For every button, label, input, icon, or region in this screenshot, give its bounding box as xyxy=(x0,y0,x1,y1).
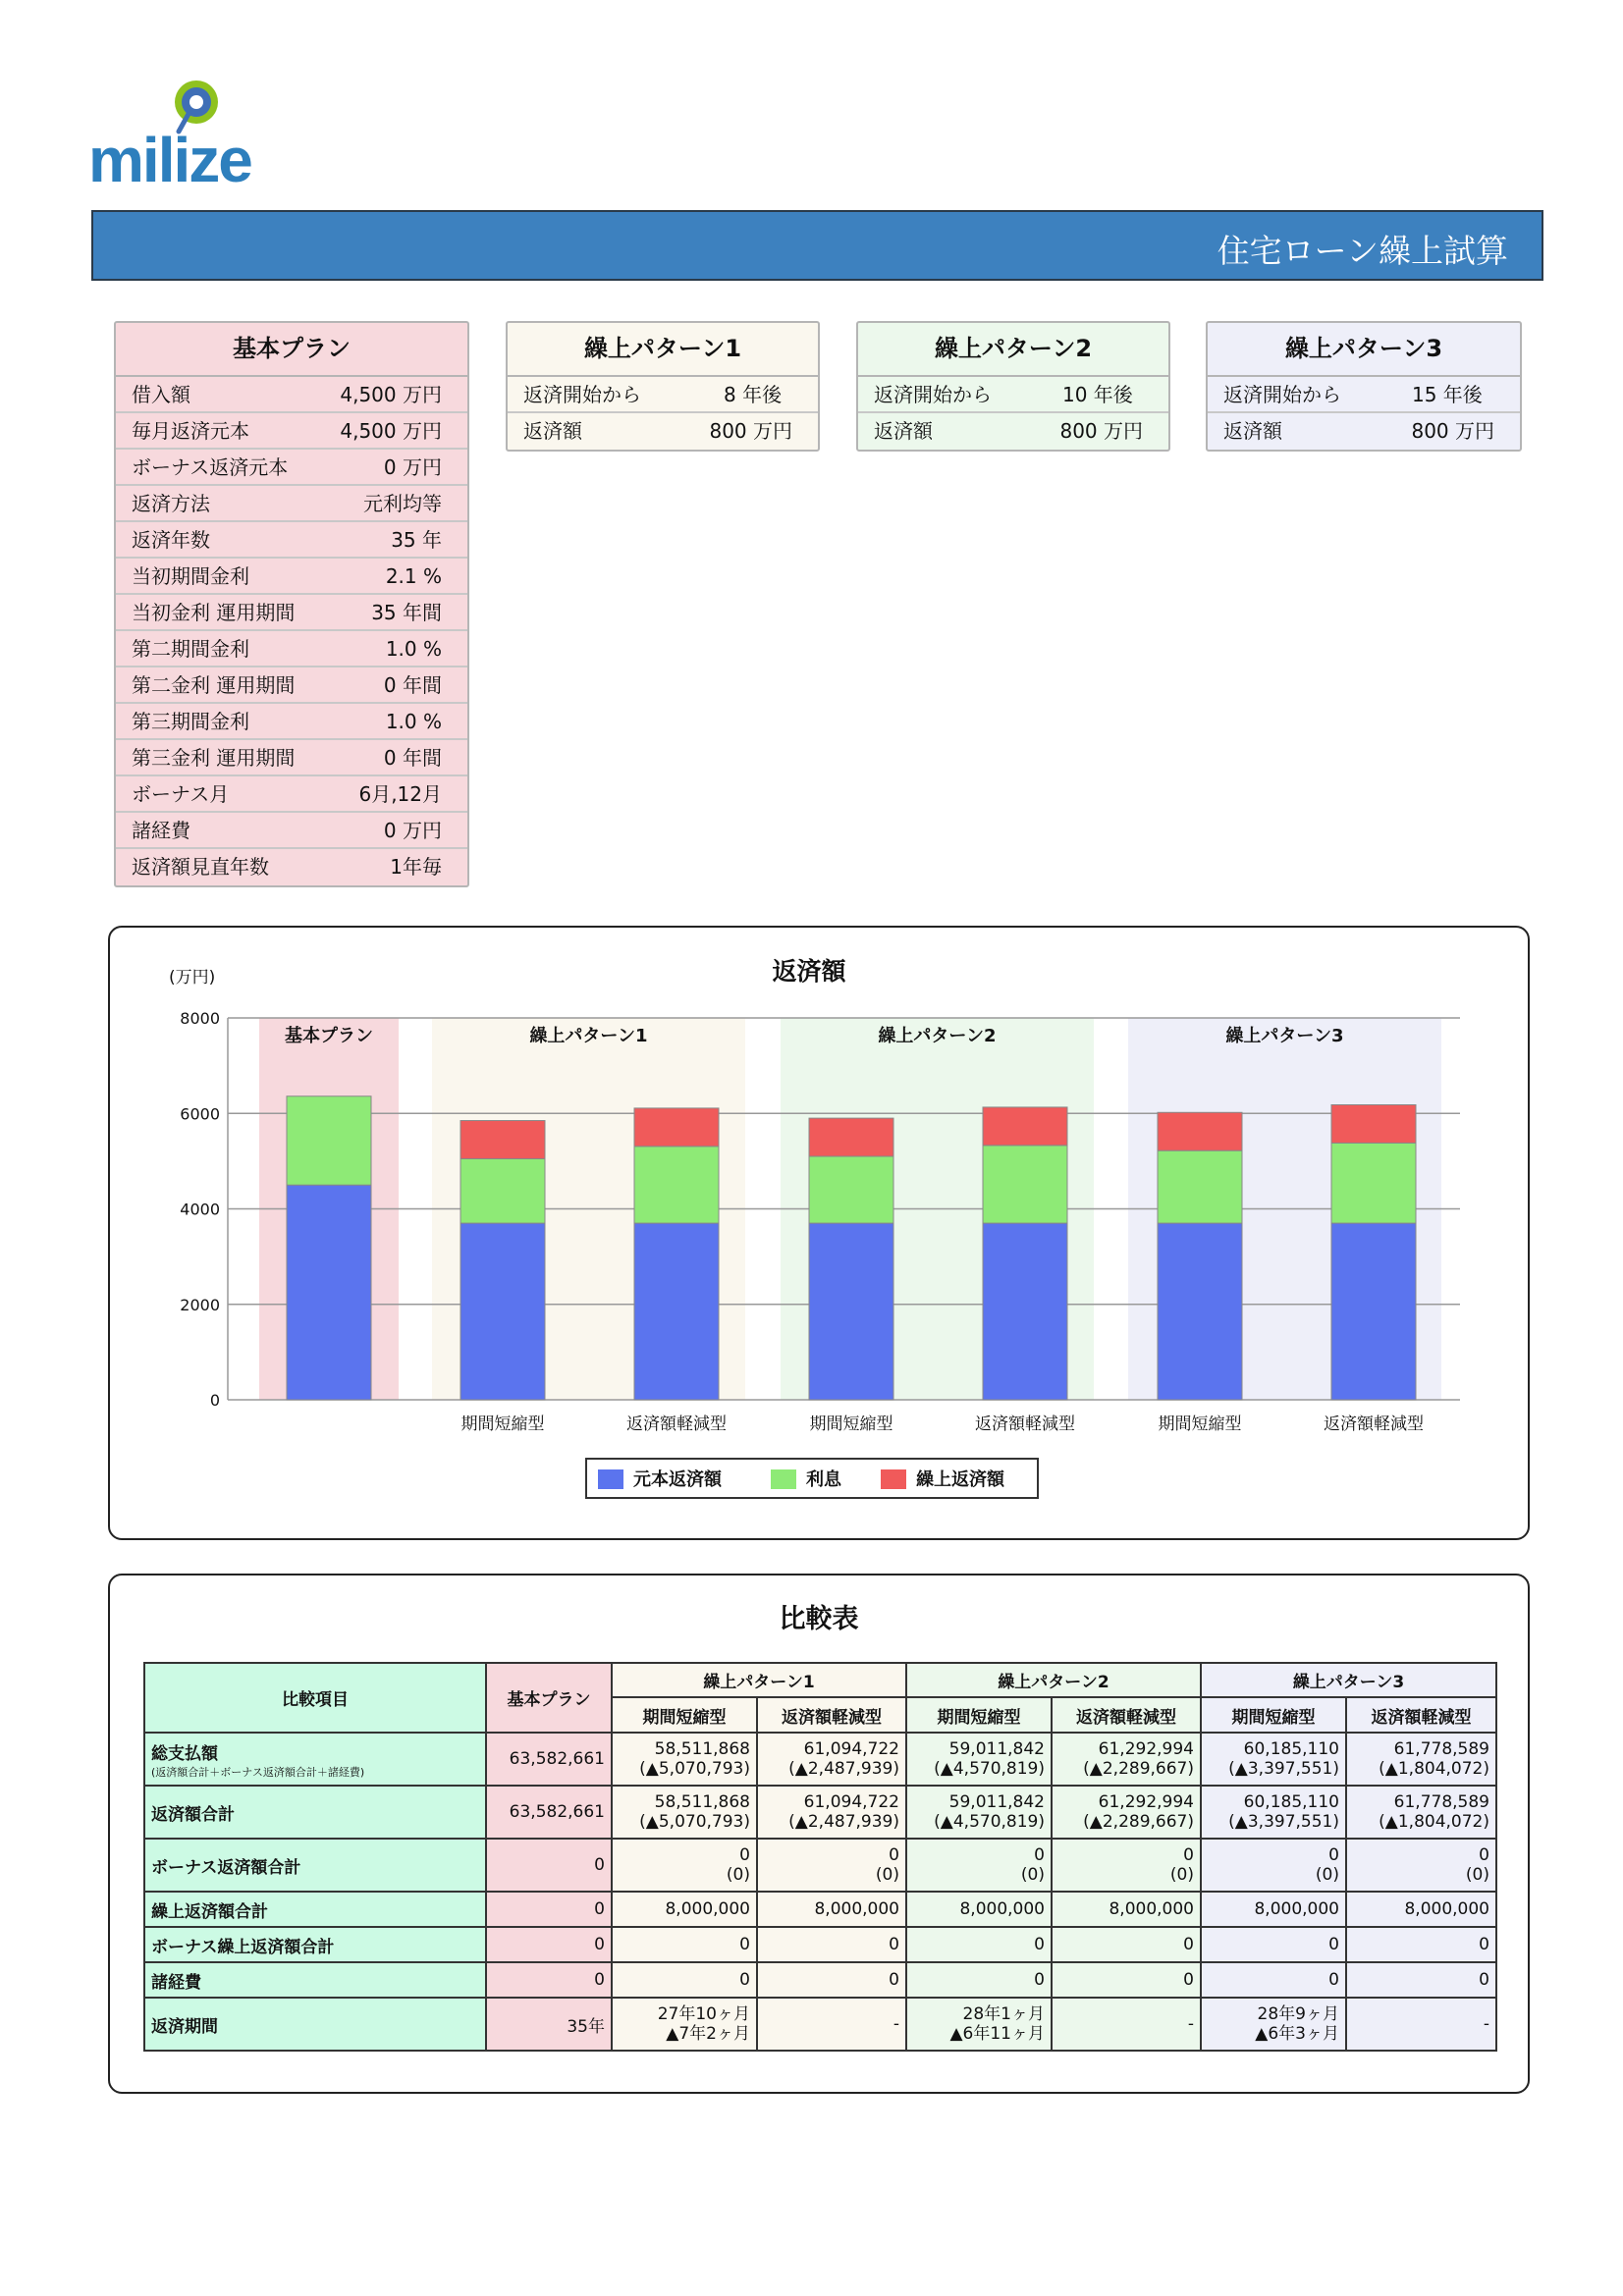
value-cell xyxy=(1201,1892,1346,1927)
bar-segment xyxy=(1331,1143,1416,1223)
row-label: 返済額 xyxy=(1223,419,1282,443)
pattern2-row-start xyxy=(858,377,1168,413)
cell-main: 60,185,110 xyxy=(1243,1739,1339,1759)
cell-sub: (▲1,804,072) xyxy=(1379,1759,1489,1779)
cell-main: 0 xyxy=(1479,1970,1489,1990)
value-cell xyxy=(612,1998,757,2051)
repayment-chart xyxy=(110,928,1528,1538)
row-label: 第二金利 運用期間 xyxy=(132,673,296,697)
cell-main: 61,094,722 xyxy=(803,1792,899,1812)
value-cell xyxy=(757,1998,906,2051)
cell-sub: (▲2,289,667) xyxy=(1083,1759,1194,1779)
y-tick-label: 8000 xyxy=(180,1009,220,1028)
row-label-text: ボーナス繰上返済額合計 xyxy=(151,1937,335,1957)
cell-main: 58,511,868 xyxy=(654,1792,750,1812)
value-cell xyxy=(1201,1962,1346,1998)
value-cell xyxy=(1201,1839,1346,1892)
basic-plan-row xyxy=(116,776,467,813)
row-value: 6月,12月 xyxy=(358,782,442,806)
value-cell xyxy=(1052,1733,1201,1786)
row-value: 35 年 xyxy=(391,528,442,552)
bar-segment xyxy=(634,1223,719,1400)
cell-main: 8,000,000 xyxy=(665,1899,750,1919)
legend-label: 元本返済額 xyxy=(633,1469,722,1490)
basic-plan-row xyxy=(116,740,467,776)
group-label: 繰上パターン3 xyxy=(1225,1026,1344,1046)
row-label-text: 諸経費 xyxy=(151,1972,201,1993)
cell-main: 0 xyxy=(1183,1935,1194,1954)
basic-plan-row xyxy=(116,813,467,849)
value-cell xyxy=(612,1962,757,1998)
table-row xyxy=(144,1786,1496,1839)
row-value: 1.0 % xyxy=(385,637,442,661)
row-label-text: 返済額合計 xyxy=(151,1804,235,1825)
cell-main: 0 xyxy=(739,1935,750,1954)
row-label: 当初期間金利 xyxy=(132,564,249,588)
y-tick-label: 4000 xyxy=(180,1200,220,1219)
row-value: 800 万円 xyxy=(709,419,792,443)
row-label xyxy=(144,1839,486,1892)
table-row xyxy=(144,1962,1496,1998)
group-label: 繰上パターン2 xyxy=(878,1026,997,1046)
cell-main: 0 xyxy=(1034,1970,1045,1990)
cell-main: 0 xyxy=(1328,1970,1339,1990)
row-value: 元利均等 xyxy=(363,492,442,515)
header-pattern3: 繰上パターン3 xyxy=(1201,1663,1496,1697)
x-tick-label: 期間短縮型 xyxy=(460,1415,545,1434)
row-label: 諸経費 xyxy=(132,819,190,842)
value-cell xyxy=(612,1927,757,1962)
basic-cell: 35年 xyxy=(486,1998,612,2051)
cell-main: 60,185,110 xyxy=(1243,1792,1339,1812)
cell-main: 0 xyxy=(1034,1845,1045,1865)
header-short: 期間短縮型 xyxy=(1201,1697,1346,1733)
row-label: 返済額 xyxy=(523,419,582,443)
cell-sub: ▲6年11ヶ月 xyxy=(949,2024,1045,2044)
value-cell xyxy=(906,1927,1052,1962)
value-cell xyxy=(757,1892,906,1927)
chart-title: 返済額 xyxy=(772,957,846,986)
cell-sub: (0) xyxy=(1315,1865,1339,1885)
value-cell xyxy=(1052,1839,1201,1892)
value-cell xyxy=(1201,1998,1346,2051)
row-label xyxy=(144,1962,486,1998)
basic-cell: 63,582,661 xyxy=(486,1733,612,1786)
cell-main: 8,000,000 xyxy=(1254,1899,1339,1919)
row-value: 4,500 万円 xyxy=(340,419,442,443)
row-note: (返済額合計＋ボーナス返済額合計＋諸経費) xyxy=(151,1765,365,1779)
header-basic: 基本プラン xyxy=(486,1663,612,1733)
cell-sub: (0) xyxy=(1169,1865,1194,1885)
cell-sub: (▲5,070,793) xyxy=(639,1812,750,1832)
bar-segment xyxy=(809,1223,893,1400)
table-row xyxy=(144,1839,1496,1892)
pattern1-row-amount xyxy=(508,413,818,450)
basic-plan-panel xyxy=(114,321,469,887)
cell-sub: (▲1,804,072) xyxy=(1379,1812,1489,1832)
bar-segment xyxy=(460,1158,545,1223)
row-label: 返済方法 xyxy=(132,492,210,515)
row-value: 15 年後 xyxy=(1412,383,1483,406)
value-cell xyxy=(612,1839,757,1892)
value-cell xyxy=(757,1962,906,1998)
basic-plan-row xyxy=(116,559,467,595)
value-cell xyxy=(1052,1962,1201,1998)
value-cell xyxy=(1052,1998,1201,2051)
value-cell xyxy=(1052,1927,1201,1962)
x-tick-label: 返済額軽減型 xyxy=(975,1415,1075,1434)
header-reduce: 返済額軽減型 xyxy=(1346,1697,1496,1733)
header-short: 期間短縮型 xyxy=(906,1697,1052,1733)
row-value: 800 万円 xyxy=(1059,419,1143,443)
row-value: 0 万円 xyxy=(383,819,442,842)
value-cell xyxy=(612,1892,757,1927)
basic-plan-row xyxy=(116,377,467,413)
cell-sub: (▲5,070,793) xyxy=(639,1759,750,1779)
cell-main: 8,000,000 xyxy=(1404,1899,1489,1919)
cell-sub: (▲2,487,939) xyxy=(788,1812,899,1832)
cell-main: 58,511,868 xyxy=(654,1739,750,1759)
cell-sub: ▲7年2ヶ月 xyxy=(666,2024,750,2044)
x-tick-label: 期間短縮型 xyxy=(809,1415,893,1434)
basic-plan-row xyxy=(116,849,467,885)
value-cell xyxy=(906,1892,1052,1927)
row-label: 返済額 xyxy=(874,419,933,443)
row-label: 返済開始から xyxy=(523,383,641,406)
row-label: 返済開始から xyxy=(874,383,992,406)
value-cell xyxy=(906,1733,1052,1786)
cell-main: 61,292,994 xyxy=(1098,1792,1194,1812)
row-label-text: 総支払額 xyxy=(151,1743,218,1764)
row-value: 800 万円 xyxy=(1411,419,1494,443)
value-cell xyxy=(906,1786,1052,1839)
header-reduce: 返済額軽減型 xyxy=(757,1697,906,1733)
basic-plan-row xyxy=(116,522,467,559)
row-label xyxy=(144,1786,486,1839)
page-title: 住宅ローン繰上試算 xyxy=(1217,232,1508,270)
row-label-text: 繰上返済額合計 xyxy=(151,1901,268,1922)
pattern2-row-amount xyxy=(858,413,1168,450)
value-cell xyxy=(757,1733,906,1786)
basic-plan-row xyxy=(116,631,467,667)
value-cell xyxy=(757,1786,906,1839)
cell-main: 0 xyxy=(1328,1935,1339,1954)
pattern3-panel xyxy=(1206,321,1522,452)
bar-segment xyxy=(634,1147,719,1223)
row-label: 返済年数 xyxy=(132,528,210,552)
comparison-title: 比較表 xyxy=(779,1604,859,1634)
cell-sub: (▲3,397,551) xyxy=(1228,1759,1339,1779)
cell-main: 0 xyxy=(889,1935,899,1954)
y-tick-label: 6000 xyxy=(180,1104,220,1124)
bar-segment xyxy=(983,1107,1067,1146)
milize-logo xyxy=(88,77,304,194)
x-tick-label: 返済額軽減型 xyxy=(1324,1415,1424,1434)
cell-main: 61,778,589 xyxy=(1393,1792,1489,1812)
pattern2-panel xyxy=(856,321,1170,452)
row-label xyxy=(144,1892,486,1927)
bar-segment xyxy=(983,1223,1067,1400)
value-cell xyxy=(757,1927,906,1962)
cell-sub: ▲6年3ヶ月 xyxy=(1255,2024,1339,2044)
y-axis-label: (万円) xyxy=(169,968,216,988)
bar-segment xyxy=(460,1121,545,1159)
table-row xyxy=(144,1927,1496,1962)
value-cell xyxy=(1201,1733,1346,1786)
cell-sub: (▲4,570,819) xyxy=(934,1759,1045,1779)
bar-segment xyxy=(287,1185,371,1400)
cell-main: 0 xyxy=(739,1845,750,1865)
value-cell xyxy=(1346,1839,1496,1892)
basic-plan-row xyxy=(116,704,467,740)
bar-segment xyxy=(809,1118,893,1156)
basic-plan-title: 基本プラン xyxy=(116,323,467,377)
bar-segment xyxy=(287,1096,371,1185)
header-pattern2: 繰上パターン2 xyxy=(906,1663,1201,1697)
cell-main: - xyxy=(1187,2014,1194,2034)
bar-segment xyxy=(1158,1223,1242,1400)
row-label: 返済額見直年数 xyxy=(132,855,269,879)
pattern2-title: 繰上パターン2 xyxy=(858,323,1168,377)
legend-label: 繰上返済額 xyxy=(916,1469,1004,1490)
basic-plan-row xyxy=(116,595,467,631)
x-tick-label: 期間短縮型 xyxy=(1158,1415,1242,1434)
pattern3-title: 繰上パターン3 xyxy=(1208,323,1520,377)
bar-segment xyxy=(634,1108,719,1147)
legend-swatch xyxy=(771,1469,796,1489)
bar-segment xyxy=(1331,1104,1416,1143)
cell-sub: (▲2,487,939) xyxy=(788,1759,899,1779)
pattern3-row-start xyxy=(1208,377,1520,413)
basic-plan-row xyxy=(116,450,467,486)
cell-main: 0 xyxy=(1479,1845,1489,1865)
row-label: ボーナス月 xyxy=(132,782,230,806)
cell-main: 61,292,994 xyxy=(1098,1739,1194,1759)
row-label: 第二期間金利 xyxy=(132,637,249,661)
row-value: 0 年間 xyxy=(383,673,442,697)
basic-cell: 0 xyxy=(486,1962,612,1998)
row-value: 35 年間 xyxy=(371,601,442,624)
row-label: 毎月返済元本 xyxy=(132,419,249,443)
cell-main: 27年10ヶ月 xyxy=(657,2004,750,2024)
row-label-text: 返済期間 xyxy=(151,2016,218,2037)
value-cell xyxy=(1346,1733,1496,1786)
value-cell xyxy=(1201,1927,1346,1962)
table-row xyxy=(144,1892,1496,1927)
row-value: 2.1 % xyxy=(385,564,442,588)
header-pattern1: 繰上パターン1 xyxy=(612,1663,906,1697)
value-cell xyxy=(1052,1892,1201,1927)
bar-segment xyxy=(1158,1150,1242,1223)
basic-plan-row xyxy=(116,486,467,522)
basic-cell: 0 xyxy=(486,1927,612,1962)
repayment-chart-box xyxy=(108,926,1530,1540)
basic-cell: 0 xyxy=(486,1839,612,1892)
row-label: 当初金利 運用期間 xyxy=(132,601,296,624)
pattern1-panel xyxy=(506,321,820,452)
cell-main: - xyxy=(893,2014,899,2034)
bar-segment xyxy=(983,1146,1067,1223)
cell-main: 0 xyxy=(1479,1935,1489,1954)
value-cell xyxy=(906,1962,1052,1998)
bar-segment xyxy=(460,1223,545,1400)
value-cell xyxy=(1346,1998,1496,2051)
row-value: 4,500 万円 xyxy=(340,383,442,406)
row-value: 0 万円 xyxy=(383,455,442,479)
row-label xyxy=(144,1927,486,1962)
cell-sub: (▲4,570,819) xyxy=(934,1812,1045,1832)
value-cell xyxy=(612,1786,757,1839)
basic-cell: 63,582,661 xyxy=(486,1786,612,1839)
value-cell xyxy=(612,1733,757,1786)
cell-sub: (0) xyxy=(1020,1865,1045,1885)
cell-main: 28年1ヶ月 xyxy=(962,2004,1045,2024)
value-cell xyxy=(906,1998,1052,2051)
row-label: 返済開始から xyxy=(1223,383,1341,406)
value-cell xyxy=(1052,1786,1201,1839)
comparison-box xyxy=(108,1574,1530,2094)
row-label: 第三金利 運用期間 xyxy=(132,746,296,770)
group-label: 基本プラン xyxy=(285,1026,373,1046)
row-value: 1.0 % xyxy=(385,710,442,733)
row-value: 1年毎 xyxy=(390,855,442,879)
cell-sub: (0) xyxy=(726,1865,750,1885)
basic-plan-row xyxy=(116,413,467,450)
pattern1-title: 繰上パターン1 xyxy=(508,323,818,377)
cell-sub: (▲3,397,551) xyxy=(1228,1812,1339,1832)
cell-sub: (0) xyxy=(1465,1865,1489,1885)
row-label xyxy=(144,1998,486,2051)
bar-segment xyxy=(809,1156,893,1223)
y-tick-label: 2000 xyxy=(180,1295,220,1314)
header-bar xyxy=(91,210,1543,281)
legend-swatch xyxy=(881,1469,906,1489)
group-label: 繰上パターン1 xyxy=(529,1026,648,1046)
cell-main: 8,000,000 xyxy=(1109,1899,1194,1919)
cell-main: 61,778,589 xyxy=(1393,1739,1489,1759)
value-cell xyxy=(1346,1962,1496,1998)
row-label: ボーナス返済元本 xyxy=(132,455,289,479)
cell-main: 0 xyxy=(1183,1845,1194,1865)
pattern3-row-amount xyxy=(1208,413,1520,450)
value-cell xyxy=(1346,1892,1496,1927)
row-label: 借入額 xyxy=(132,383,190,406)
value-cell xyxy=(1346,1786,1496,1839)
cell-main: - xyxy=(1483,2014,1489,2034)
cell-main: 0 xyxy=(1034,1935,1045,1954)
value-cell xyxy=(1201,1786,1346,1839)
cell-main: 28年9ヶ月 xyxy=(1257,2004,1339,2024)
row-label-text: ボーナス返済額合計 xyxy=(151,1857,301,1878)
header-item: 比較項目 xyxy=(144,1663,486,1733)
comparison-table xyxy=(143,1662,1497,2052)
cell-main: 0 xyxy=(739,1970,750,1990)
cell-main: 0 xyxy=(1328,1845,1339,1865)
pattern1-row-start xyxy=(508,377,818,413)
cell-main: 0 xyxy=(889,1970,899,1990)
logo-text: milize xyxy=(88,125,251,195)
row-value: 10 年後 xyxy=(1062,383,1133,406)
y-tick-label: 0 xyxy=(209,1391,220,1410)
row-value: 8 年後 xyxy=(724,383,783,406)
cell-main: 0 xyxy=(1183,1970,1194,1990)
x-tick-label: 返済額軽減型 xyxy=(626,1415,727,1434)
bar-segment xyxy=(1158,1112,1242,1150)
table-row xyxy=(144,1733,1496,1786)
cell-main: 8,000,000 xyxy=(814,1899,899,1919)
cell-sub: (▲2,289,667) xyxy=(1083,1812,1194,1832)
cell-main: 59,011,842 xyxy=(948,1792,1045,1812)
cell-main: 0 xyxy=(889,1845,899,1865)
row-label xyxy=(144,1733,486,1786)
legend-label: 利息 xyxy=(806,1469,841,1490)
basic-plan-row xyxy=(116,667,467,704)
cell-main: 59,011,842 xyxy=(948,1739,1045,1759)
header-reduce: 返済額軽減型 xyxy=(1052,1697,1201,1733)
row-value: 0 年間 xyxy=(383,746,442,770)
row-label: 第三期間金利 xyxy=(132,710,249,733)
cell-main: 8,000,000 xyxy=(959,1899,1045,1919)
bar-segment xyxy=(1331,1223,1416,1400)
cell-sub: (0) xyxy=(875,1865,899,1885)
header-short: 期間短縮型 xyxy=(612,1697,757,1733)
cell-main: 61,094,722 xyxy=(803,1739,899,1759)
value-cell xyxy=(757,1839,906,1892)
value-cell xyxy=(906,1839,1052,1892)
value-cell xyxy=(1346,1927,1496,1962)
legend-swatch xyxy=(598,1469,623,1489)
basic-cell: 0 xyxy=(486,1892,612,1927)
table-row xyxy=(144,1998,1496,2051)
